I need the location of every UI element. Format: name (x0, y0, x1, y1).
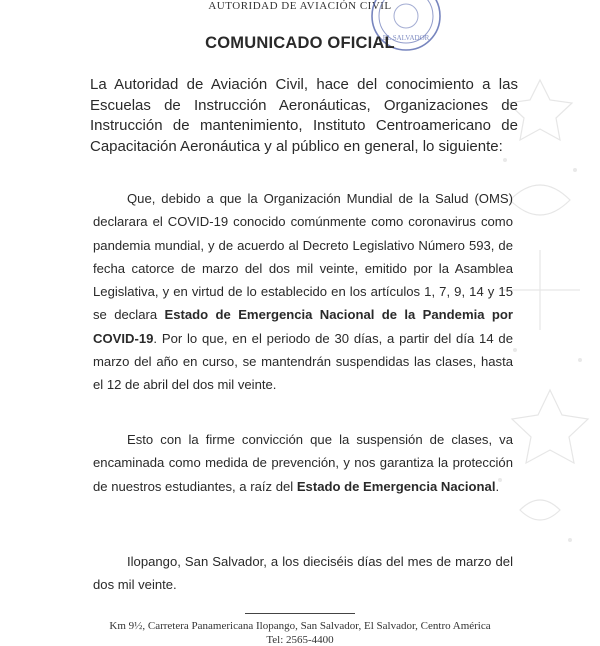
intro-paragraph: La Autoridad de Aviación Civil, hace del conocimiento a las Escuelas de Instrucción Aeronáuticas, Organizaciones de Instrucción de mantenimiento, Instituto Centroamericano de Capacitación Aeronáutica y al público en general, lo siguiente: (90, 76, 518, 155)
paragraph-conviction-bold: Estado de Emergencia Nacional (296, 478, 496, 494)
document-title: COMUNICADO OFICIAL (205, 34, 395, 52)
agency-header: AUTORIDAD DE AVIACIÓN CIVIL (208, 0, 392, 12)
footer-phone: Tel: 2565-4400 (266, 634, 334, 646)
paragraph-place-date: Ilopango, San Salvador, a los dieciséis días del mes de marzo del dos mil veinte. (93, 554, 513, 593)
footer-divider (245, 613, 355, 614)
paragraph-conviction-text-a: Esto con la firme convicción que la suspensión de clases, va encaminada como medida de prevención, y nos garantiza la protección de nuestros estudiantes, a raíz del (93, 432, 513, 494)
paragraph-declaration-text-a: Que, debido a que la Organización Mundial de la Salud (OMS) declarara el COVID-19 conocido comúnmente como coronavirus como pandemia mundial, y de acuerdo al Decreto Legislativo Número 593, de fecha catorce de marzo del dos mil veinte, emitido por la Asamblea Legislativa, y en virtud de lo establecido en los artículos 1, 7, 9, 14 y 15 se declara (93, 191, 513, 323)
paragraph-declaration-text-b: . Por lo que, en el periodo de 30 días, a partir del día 14 de marzo del año en curso, se mantendrán suspendidas las clases, hasta el 12 de abril del dos mil veinte. (93, 330, 513, 393)
paragraph-declaration (93, 187, 513, 397)
paragraph-conviction-text-b: . (495, 478, 500, 494)
footer-address: Km 9½, Carretera Panamericana Ilopango, San Salvador, El Salvador, Centro América (109, 620, 491, 632)
seal-text: EL SALVADOR (382, 34, 430, 42)
paragraph-declaration-bold: Estado de Emergencia Nacional de la Pandemia por COVID-19 (93, 307, 513, 346)
paragraph-conviction (93, 428, 513, 498)
